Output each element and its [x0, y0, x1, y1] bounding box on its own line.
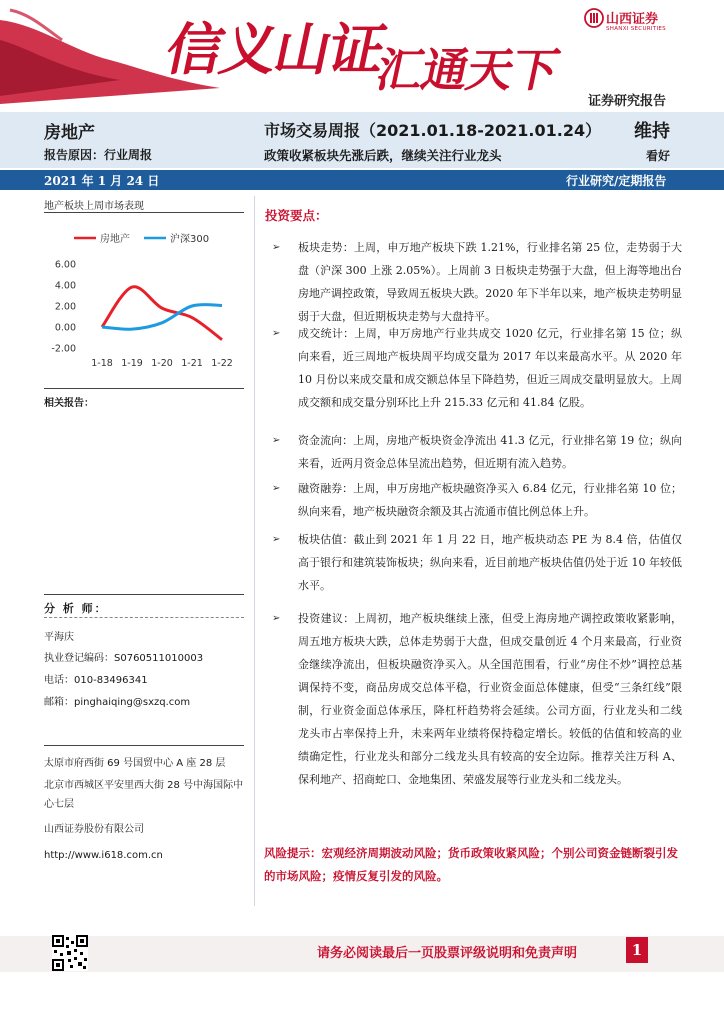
x-tick-label: 1-19: [121, 358, 143, 369]
address-1: 太原市府西街 69 号国贸中心 A 座 28 层: [44, 758, 226, 769]
report-subtitle: 政策收紧板块先涨后跌，继续关注行业龙头: [264, 148, 502, 163]
bullet-capital-flow: ➢ 资金流向：上周，房地产板块资金净流出 41.3 亿元，行业排名第 19 位；纵向来看，近两月资金总体呈流出趋势，但近期有流入趋势。: [272, 429, 682, 475]
x-tick-label: 1-18: [91, 358, 113, 369]
company-name: 山西证券: [606, 12, 659, 27]
divider: [44, 617, 244, 618]
analyst-heading: 分 析 师：: [44, 602, 108, 615]
divider: [44, 212, 244, 213]
company-logo-icon: [584, 8, 604, 28]
chart-title: 地产板块上周市场表现: [44, 201, 144, 212]
report-date: 2021 年 1 月 24 日: [44, 174, 160, 188]
arrow-bullet-icon: ➢: [272, 534, 281, 545]
related-reports-label: 相关报告：: [44, 398, 94, 409]
analyst-phone: 电话：010-83496341: [44, 675, 148, 686]
qr-code-icon: [52, 935, 88, 971]
arrow-bullet-icon: ➢: [272, 328, 281, 339]
legend-label: 沪深300: [170, 234, 210, 245]
industry-label: 房地产: [44, 123, 95, 143]
arrow-bullet-icon: ➢: [272, 435, 281, 446]
report-title: 市场交易周报（2021.01.18-2021.01.24）: [264, 121, 602, 140]
slogan-left: 信义山证: [160, 17, 391, 83]
arrow-bullet-icon: ➢: [272, 242, 281, 253]
divider: [44, 388, 244, 389]
analyst-email[interactable]: 邮箱：pinghaiqing@sxzq.com: [44, 697, 191, 708]
company-name-en: SHANXI SECURITIES: [606, 26, 666, 32]
risk-label: 风险提示：: [264, 846, 322, 860]
bullet-volume: ➢ 成交统计：上周，申万房地产行业共成交 1020 亿元，行业排名第 15 位；纵向来看，近三周地产板块周平均成交量为 2017 年以来最高水平。从 2020 年 10 月份以来成交量和成交额总体呈下降趋势，但近三周成交量明显放大。上周成交额和成交量分别环比上升 215.33 亿元和 41.84 亿股。: [272, 322, 682, 414]
address-2: 北京市西城区平安里西大街 28 号中海国际中心七层: [44, 780, 244, 810]
risk-warning: [264, 842, 682, 888]
key-points-title: 投资要点：: [265, 208, 328, 223]
divider: [44, 594, 244, 595]
legend-label: 房地产: [100, 234, 130, 245]
report-type: 证券研究报告: [588, 94, 667, 109]
risk-text: 宏观经济周期波动风险；货币政策收紧风险；个别公司资金链断裂引发的市场风险；疫情反复引发的风险。: [264, 846, 678, 883]
x-tick-label: 1-21: [181, 358, 203, 369]
bullet-margin: ➢ 融资融券：上周，申万房地产板块融资净买入 6.84 亿元，行业排名第 10 位；纵向来看，地产板块融资余额及其占流通市值比例总体上升。: [272, 477, 682, 523]
y-tick-label: 2.00: [54, 301, 76, 313]
rating-label: 维持: [634, 121, 670, 142]
page-number: 1: [626, 937, 648, 963]
outlook-label: 看好: [646, 149, 671, 163]
bullet-valuation: ➢ 板块估值：截止到 2021 年 1 月 22 日，地产板块动态 PE 为 8.4 倍，估值仅高于银行和建筑装饰板块；纵向来看，近目前地产板块估值仍处于近 10 年较低水平。: [272, 528, 682, 597]
y-tick-label: 4.00: [54, 280, 76, 292]
analyst-name: 平海庆: [44, 632, 74, 643]
x-tick-label: 1-22: [211, 358, 233, 369]
divider: [44, 745, 244, 746]
arrow-bullet-icon: ➢: [272, 613, 281, 624]
y-tick-label: -2.00: [51, 343, 76, 355]
report-category: 行业研究/定期报告: [566, 174, 667, 188]
company-full-name: 山西证券股份有限公司: [44, 824, 144, 835]
report-reason: 报告原因：行业周报: [44, 148, 153, 162]
bullet-trend: ➢ 板块走势：上周，申万地产板块下跌 1.21%，行业排名第 25 位，走势弱于大盘（沪深 300 上涨 2.05%）。上周前 3 日板块走势强于大盘，但上海等地出台房地产调控政策，导致周五板块大跌。2020 年下半年以来，地产板块走势明显弱于大盘，但近期板块走势与大盘持平。: [272, 236, 682, 328]
market-performance-chart: [44, 222, 244, 382]
x-tick-label: 1-20: [151, 358, 173, 369]
series-line: [102, 287, 222, 340]
footer-disclaimer: 请务必阅读最后一页股票评级说明和免责声明: [317, 946, 578, 961]
bullet-recommendation: ➢ 投资建议：上周初，地产板块继续上涨，但受上海房地产调控政策收紧影响，周五地方板块大跌，总体走势弱于大盘，但成交量创近 4 个月来最高，行业资金继续净流出，但板块融资净买入。从全国范围看，行业“房住不炒”调控总基调保持不变，商品房成交总体平稳，行业资金面总体健康，但受“三条红线”限制，行业资金面总体承压，降杠杆趋势将会延续。公司方面，行业龙头和二线龙头市占率保持上升，未来两年业绩将保持稳定增长。较低的估值和较高的业绩确定性，行业龙头和部分二线龙头具有较高的安全边际。推荐关注万科 A、保利地产、招商蛇口、金地集团、荣盛发展等行业龙头和二线龙头。: [272, 607, 682, 791]
arrow-bullet-icon: ➢: [272, 483, 281, 494]
slogan-right: 汇通天下: [371, 43, 564, 97]
y-tick-label: 6.00: [54, 259, 76, 271]
analyst-reg-no: 执业登记编码：S0760511010003: [44, 653, 204, 664]
column-separator: [254, 196, 255, 906]
y-tick-label: 0.00: [54, 322, 76, 334]
company-website[interactable]: http://www.i618.com.cn: [44, 850, 163, 861]
